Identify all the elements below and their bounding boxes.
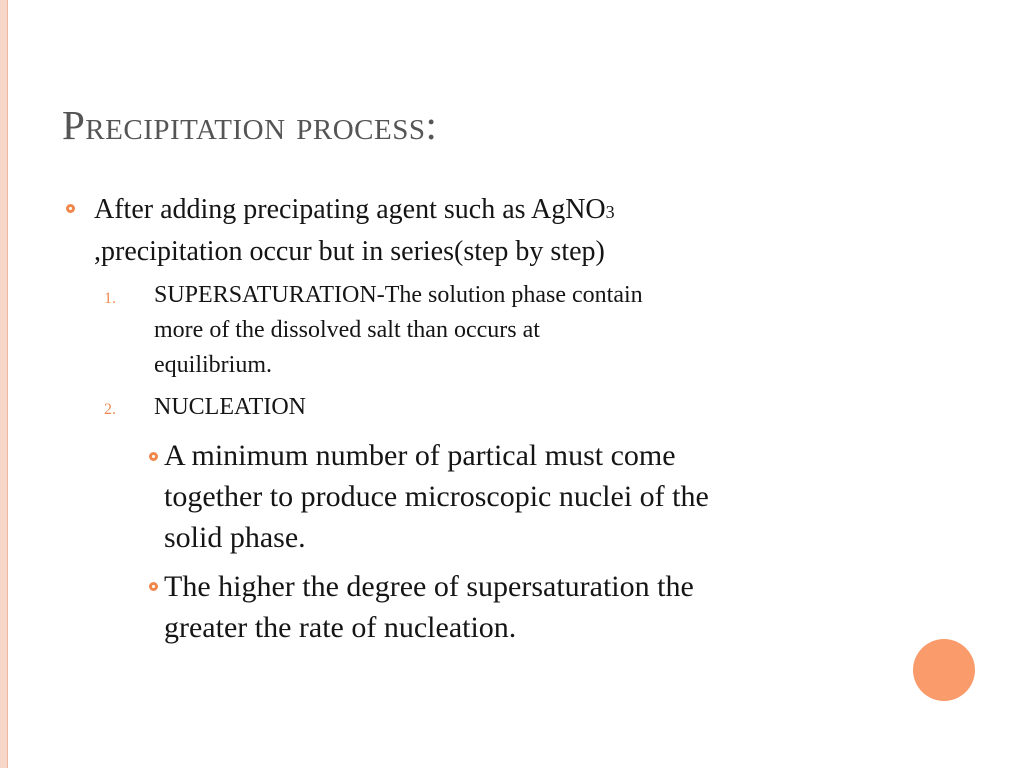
step-2-line-1: NUCLEATION xyxy=(154,394,306,420)
step-item-2 xyxy=(154,390,306,425)
circle-bullet-icon xyxy=(149,452,158,461)
nucleation-point-2 xyxy=(164,566,694,648)
main-bullet-line-1 xyxy=(94,190,844,232)
orange-circle-decoration xyxy=(913,639,975,701)
main-bullet-line-2: ,precipitation occur but in series(step by step) xyxy=(94,236,605,267)
nucleation-point-1-line-2: together to produce microscopic nuclei of the xyxy=(164,480,709,513)
nucleation-point-2-line-1: The higher the degree of supersaturation the xyxy=(164,570,694,603)
slide-title: Precipitation process: xyxy=(62,102,438,148)
main-bullet-text xyxy=(94,190,844,272)
step-1-line-3: equilibrium. xyxy=(154,352,272,378)
step-1-line-2: more of the dissolved salt than occurs at xyxy=(154,317,540,343)
step-number-1: 1. xyxy=(104,290,116,307)
left-border-stripe xyxy=(0,0,8,768)
step-item-1 xyxy=(154,278,643,383)
main-bullet-line-1-text: After adding precipating agent such as AgNO xyxy=(94,194,606,225)
circle-bullet-icon xyxy=(149,582,158,591)
step-number-2: 2. xyxy=(104,401,116,418)
step-1-line-1: SUPERSATURATION-The solution phase contain xyxy=(154,282,643,308)
nucleation-point-1-line-3: solid phase. xyxy=(164,521,306,554)
circle-bullet-icon xyxy=(66,204,75,213)
nucleation-point-1 xyxy=(164,435,709,558)
nucleation-point-2-line-2: greater the rate of nucleation. xyxy=(164,611,517,644)
right-decorative-stripes xyxy=(976,0,1024,768)
main-bullet-subscript: 3 xyxy=(605,202,615,222)
nucleation-point-1-line-1: A minimum number of partical must come xyxy=(164,439,676,472)
